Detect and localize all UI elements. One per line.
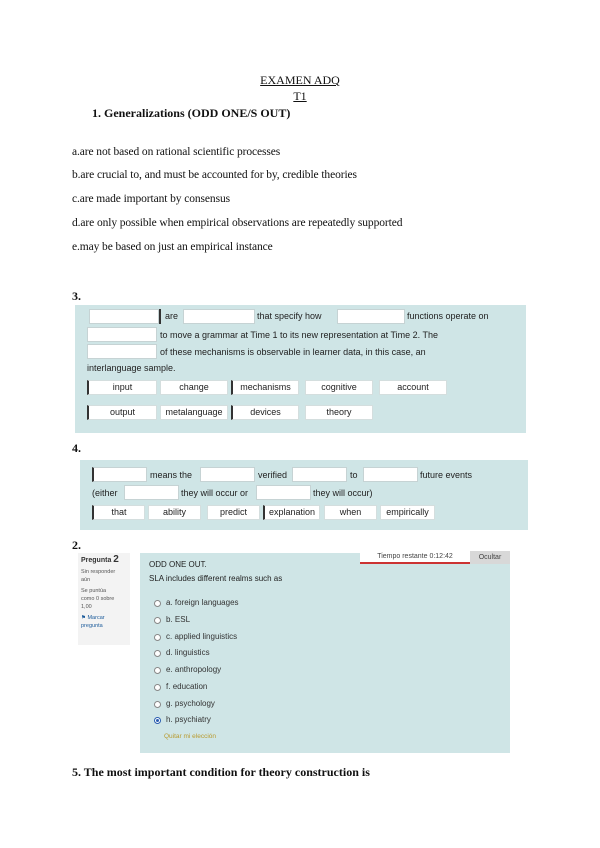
q3-word-cognitive[interactable]: cognitive	[305, 380, 373, 395]
q3-word-input[interactable]: input	[87, 380, 157, 395]
q2-option-f-text: education	[172, 682, 208, 691]
q4-text-either: (either	[92, 488, 118, 498]
q3-text-are: are	[165, 311, 179, 321]
q2-instruction: ODD ONE OUT.	[149, 560, 207, 569]
q2-question-number: 2	[113, 554, 119, 565]
q2-option-f-letter: f.	[166, 682, 171, 691]
q2-option-d	[166, 648, 210, 657]
q2-info-sidebar	[78, 553, 130, 645]
q2-radio-c[interactable]	[154, 634, 161, 641]
q4-word-empirically[interactable]: empirically	[380, 505, 435, 520]
q2-flag-line1: Marcar	[87, 615, 105, 621]
q2-option-e	[166, 665, 221, 674]
q4-word-predict[interactable]: predict	[207, 505, 260, 520]
q3-blank-5[interactable]	[87, 344, 157, 359]
q2-option-g	[166, 699, 215, 708]
q2-option-a-text: foreign languages	[174, 598, 239, 607]
q3-blank-4[interactable]	[87, 327, 157, 342]
q2-question-label	[81, 556, 127, 565]
q4-text-future: future events	[420, 470, 473, 480]
q4-text-occur-or: they will occur or	[181, 488, 249, 498]
q1-option-a: a.are not based on rational scientific processes	[72, 146, 281, 158]
q3-word-theory[interactable]: theory	[305, 405, 373, 420]
q4-panel	[80, 460, 528, 530]
q2-option-e-text: anthropology	[174, 665, 222, 674]
q2-option-a-letter: a.	[166, 598, 173, 607]
q3-panel	[75, 305, 526, 433]
exam-subtitle: T1	[293, 89, 307, 103]
q4-blank-3[interactable]	[292, 467, 347, 482]
q4-text-to: to	[350, 470, 358, 480]
q2-option-f	[166, 682, 207, 691]
q2-question-label-text: Pregunta	[81, 557, 112, 564]
q2-option-d-text: linguistics	[174, 648, 210, 657]
q2-option-e-letter: e.	[166, 665, 173, 674]
q4-number: 4.	[72, 441, 81, 455]
q2-timer: Tiempo restante 0:12:42	[360, 551, 470, 564]
q3-word-devices[interactable]: devices	[231, 405, 299, 420]
q2-flag-line2: pregunta	[81, 623, 103, 629]
q2-clear-choice-link[interactable]: Quitar mi elección	[164, 733, 217, 740]
q3-word-output[interactable]: output	[87, 405, 157, 420]
q4-blank-2[interactable]	[200, 467, 255, 482]
q4-blank-1[interactable]	[92, 467, 147, 482]
q3-text-line4: interlanguage sample.	[87, 363, 176, 373]
q3-blank-2[interactable]	[183, 309, 255, 324]
q2-option-b-letter: b.	[166, 615, 173, 624]
q4-text-occur-close: they will occur)	[313, 488, 373, 498]
q4-word-explanation[interactable]: explanation	[263, 505, 320, 520]
q2-radio-g[interactable]	[154, 701, 161, 708]
q4-word-when[interactable]: when	[324, 505, 377, 520]
q2-status-line1: Sin responder	[81, 569, 116, 575]
q2-radio-e[interactable]	[154, 667, 161, 674]
q3-word-mechanisms[interactable]: mechanisms	[231, 380, 299, 395]
q4-blank-5[interactable]	[124, 485, 179, 500]
q2-option-h	[166, 715, 211, 724]
q3-word-metalanguage[interactable]: metalanguage	[160, 405, 228, 420]
q2-points-line2: como 0 sobre	[81, 596, 115, 602]
q2-radio-h[interactable]	[154, 717, 161, 724]
q2-radio-a[interactable]	[154, 600, 161, 607]
q1-option-d: d.are only possible when empirical observations are repeatedly supported	[72, 217, 403, 229]
q1-option-b: b.are crucial to, and must be accounted for by, credible theories	[72, 169, 357, 181]
q2-prompt: SLA includes different realms such as	[149, 574, 283, 583]
q2-status	[81, 568, 127, 584]
q2-points-line1: Se puntúa	[81, 588, 107, 594]
q2-option-c-text: applied linguistics	[174, 632, 238, 641]
q3-word-change[interactable]: change	[160, 380, 228, 395]
q4-word-ability[interactable]: ability	[148, 505, 201, 520]
q2-radio-b[interactable]	[154, 617, 161, 624]
q3-text-line3: of these mechanisms is observable in learner data, in this case, an	[160, 347, 426, 357]
q4-word-that[interactable]: that	[92, 505, 145, 520]
q3-number: 3.	[72, 289, 81, 303]
q2-points	[81, 587, 127, 611]
q2-option-g-text: psychology	[174, 699, 215, 708]
q2-status-line2: aún	[81, 577, 91, 583]
q2-option-c-letter: c.	[166, 632, 173, 641]
flag-icon: ⚑	[81, 615, 86, 621]
exam-title: EXAMEN ADQ	[260, 73, 340, 87]
q2-points-line3: 1,00	[81, 604, 92, 610]
q2-radio-d[interactable]	[154, 650, 161, 657]
q3-word-account[interactable]: account	[379, 380, 447, 395]
q2-option-d-letter: d.	[166, 648, 173, 657]
q4-blank-4[interactable]	[363, 467, 418, 482]
q4-blank-6[interactable]	[256, 485, 311, 500]
q1-option-c: c.are made important by consensus	[72, 193, 230, 205]
q3-text-specify: that specify how	[257, 311, 322, 321]
q2-option-b	[166, 615, 190, 624]
q2-option-b-text: ESL	[174, 615, 191, 624]
q3-blank-1[interactable]	[89, 309, 159, 324]
q3-blank-1b[interactable]	[159, 309, 161, 324]
q4-text-verified: verified	[258, 470, 288, 480]
q2-option-a	[166, 598, 239, 607]
q3-text-line2: to move a grammar at Time 1 to its new representation at Time 2. The	[160, 330, 438, 340]
q2-question-panel	[140, 553, 510, 753]
q2-timer-hide-button[interactable]: Ocultar	[470, 551, 510, 564]
q1-option-e: e.may be based on just an empirical instance	[72, 241, 273, 253]
q1-heading: 1. Generalizations (ODD ONE/S OUT)	[92, 106, 291, 120]
q4-text-means: means the	[150, 470, 193, 480]
q2-option-c	[166, 632, 237, 641]
q3-blank-3[interactable]	[337, 309, 405, 324]
q2-radio-f[interactable]	[154, 684, 161, 691]
q2-option-h-text: psychiatry	[174, 715, 211, 724]
q2-number: 2.	[72, 538, 81, 552]
q5-heading: 5. The most important condition for theory construction is	[72, 765, 370, 779]
q2-option-g-letter: g.	[166, 699, 173, 708]
q2-flag-question[interactable]	[81, 614, 127, 630]
q3-text-functions: functions operate on	[407, 311, 489, 321]
q2-option-h-letter: h.	[166, 715, 173, 724]
